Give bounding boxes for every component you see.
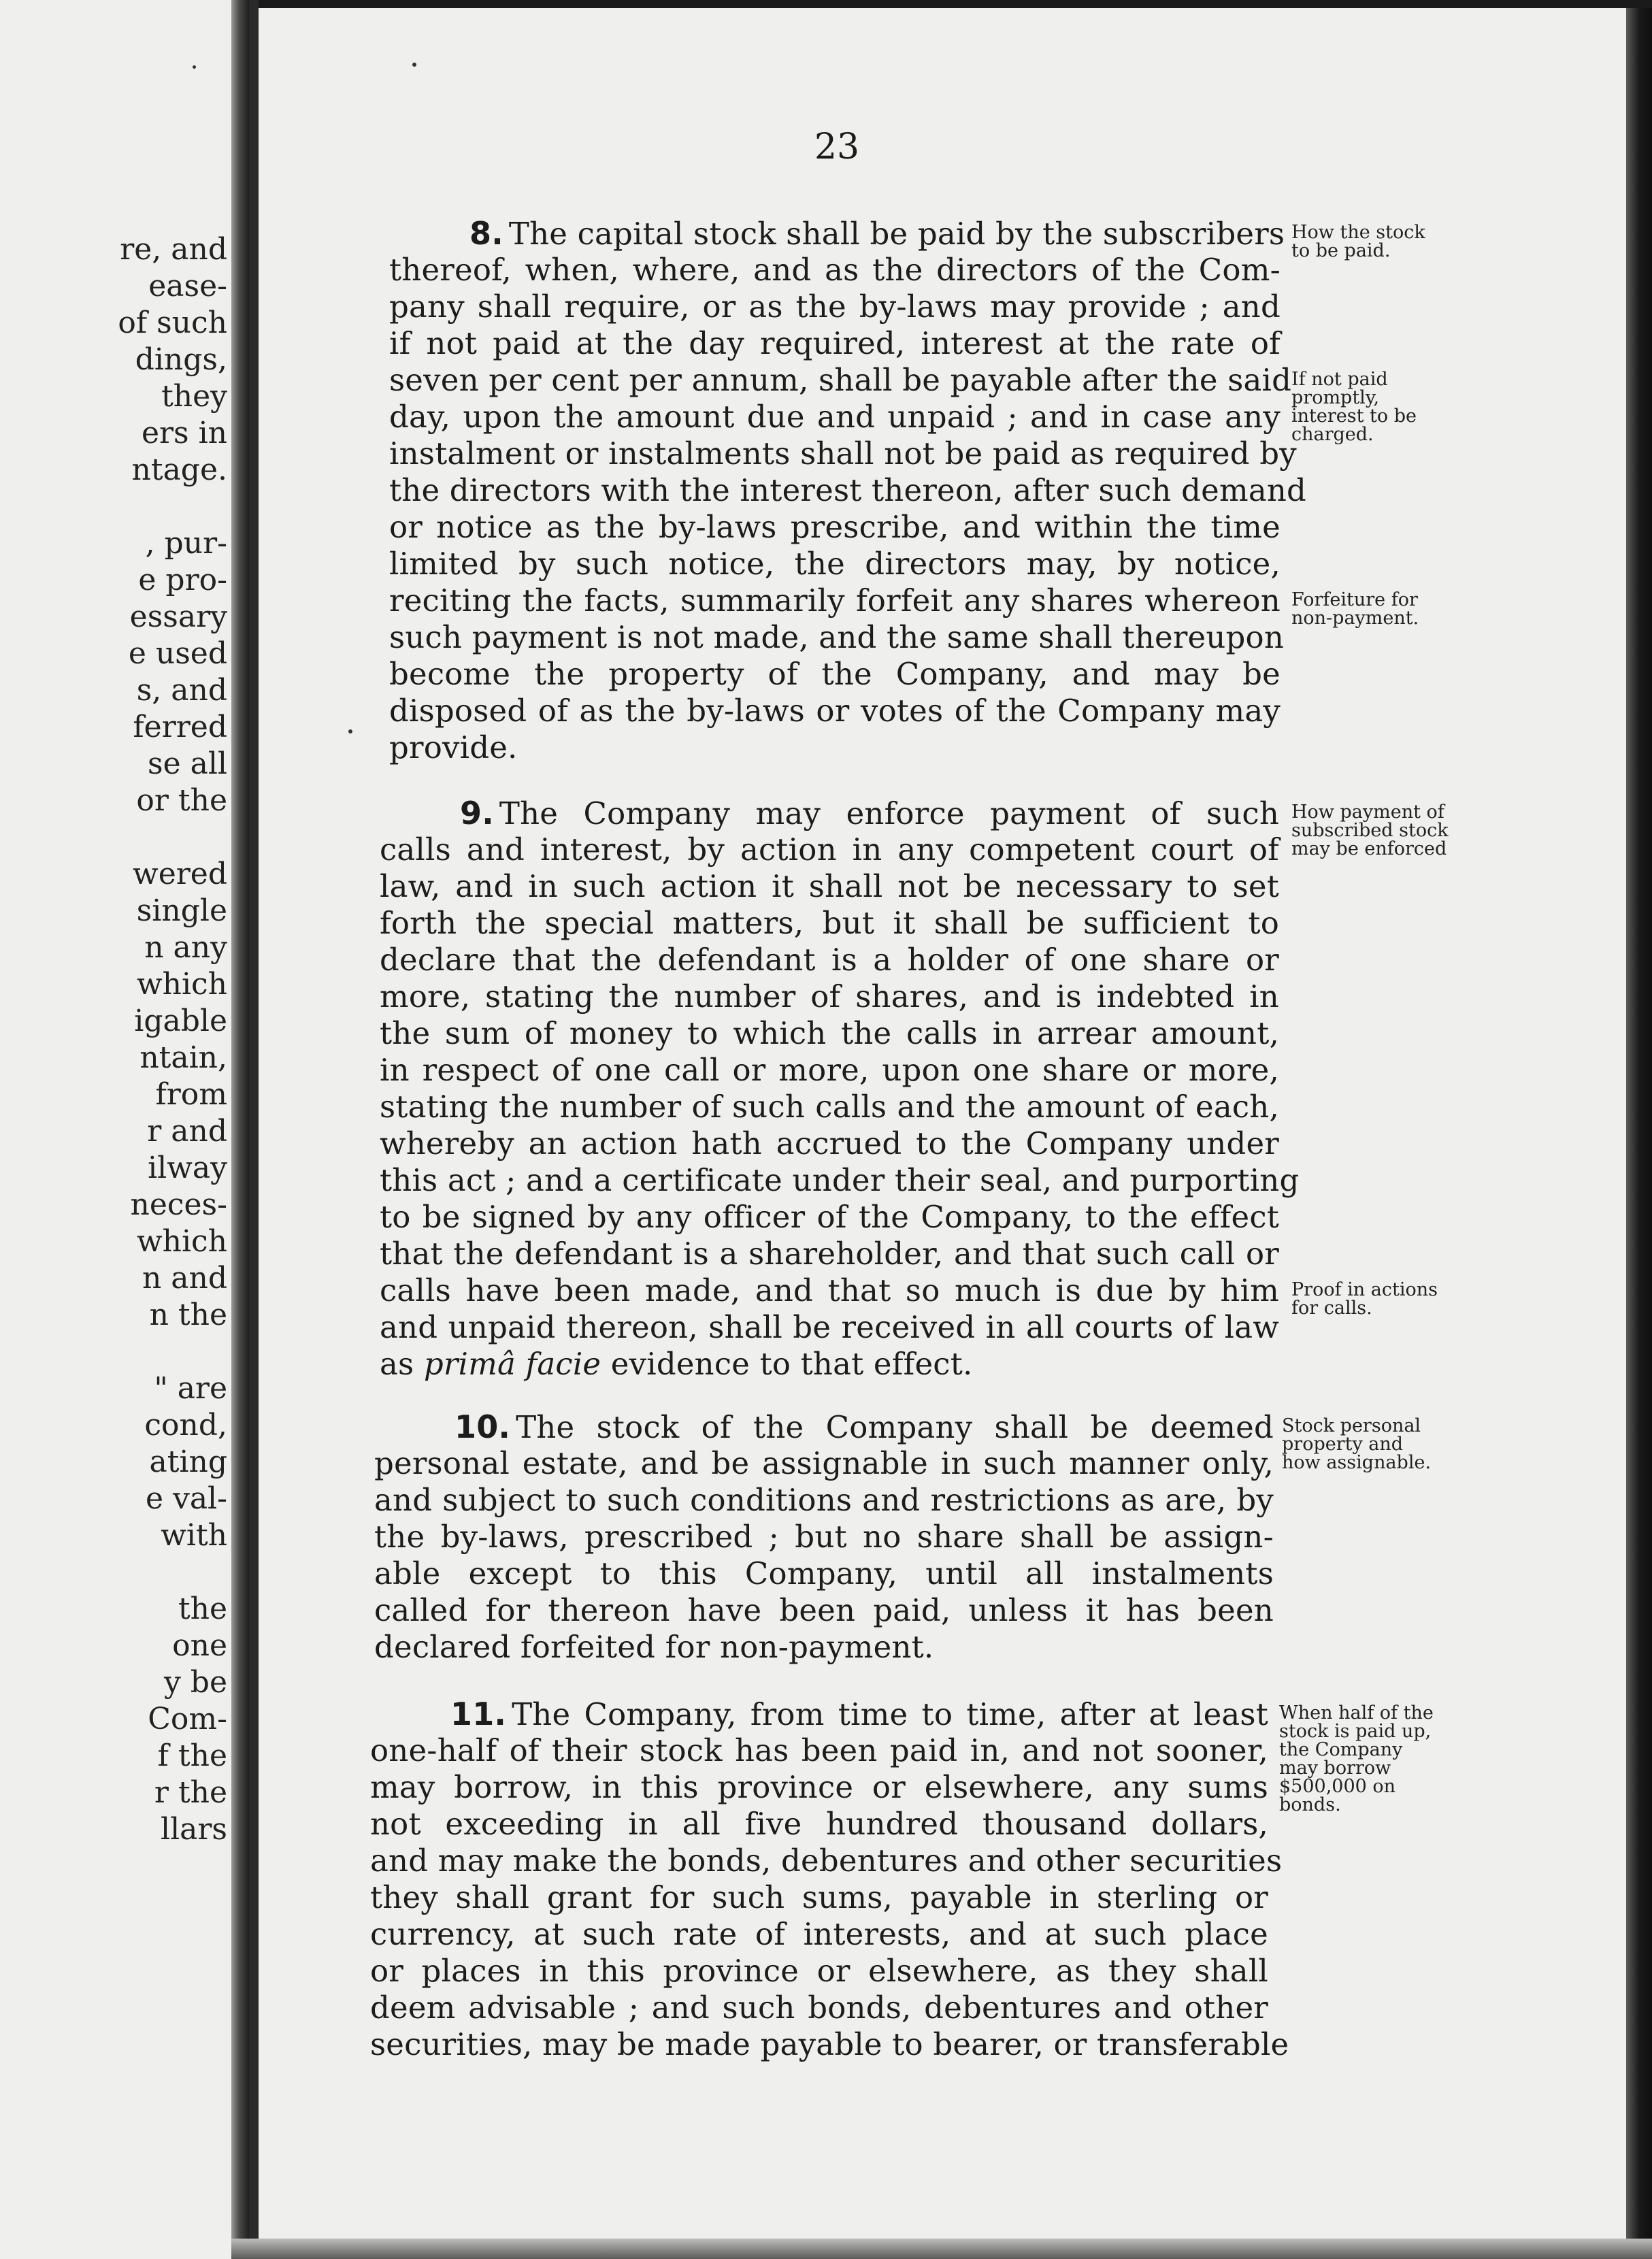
- left-page-fragment: e val-: [145, 1481, 227, 1516]
- left-page-fragment: e used: [128, 636, 227, 671]
- text-line-content: the by-laws, prescribed ; but no share shall be assign-: [374, 1519, 1274, 1555]
- text-line: [380, 868, 1279, 905]
- margin-note-line: property and: [1282, 1434, 1404, 1455]
- text-line-content: The Company may enforce payment of such: [499, 795, 1279, 831]
- section-number: 11.: [450, 1696, 507, 1732]
- text-line: [370, 1732, 1268, 1769]
- text-line: [389, 619, 1285, 656]
- text-line-content: more, stating the number of shares, and is indebted in: [380, 978, 1279, 1015]
- text-line: [380, 1346, 1279, 1383]
- left-page-fragment: ferred: [133, 710, 227, 744]
- left-page-fragment: r and: [147, 1114, 227, 1149]
- text-line: [370, 2026, 1289, 2063]
- left-page-fragment: ilway: [148, 1151, 227, 1185]
- margin-note: [1291, 223, 1425, 260]
- text-line-content: and unpaid thereon, shall be received in all courts of law: [380, 1309, 1279, 1345]
- section-2: [374, 1408, 1274, 1666]
- text-line: [389, 656, 1281, 693]
- text-line-content: the directors with the interest thereon, after such demand: [389, 472, 1307, 508]
- text-line-content: stating the number of such calls and the amount of each,: [380, 1089, 1279, 1125]
- text-line-content: not exceeding in all five hundred thousand dollars,: [370, 1806, 1268, 1842]
- margin-note-line: non-payment.: [1291, 608, 1419, 629]
- left-page-fragment: which: [136, 967, 227, 1002]
- text-line-content: and may make the bonds, debentures and other securities: [370, 1843, 1283, 1879]
- text-line-content: personal estate, and be assignable in such manner only,: [374, 1445, 1274, 1481]
- text-line-content: as primâ facie evidence to that effect.: [380, 1346, 973, 1382]
- margin-note-line: may be enforced: [1291, 838, 1447, 859]
- text-line: [380, 1125, 1279, 1162]
- margin-note: [1291, 370, 1417, 444]
- left-page-fragment: n and: [142, 1261, 227, 1296]
- text-line: [380, 1089, 1279, 1125]
- text-line-content: the sum of money to which the calls in arrear amount,: [380, 1015, 1279, 1051]
- text-line: [389, 582, 1281, 619]
- margin-note: [1279, 1704, 1434, 1814]
- text-line: [389, 252, 1281, 288]
- text-line: [374, 1482, 1274, 1519]
- margin-note-line: charged.: [1291, 424, 1374, 445]
- text-line: [389, 509, 1281, 546]
- text-line-content: currency, at such rate of interests, and at such place: [370, 1916, 1268, 1952]
- text-line: [370, 1843, 1283, 1879]
- left-page-fragment: wered: [133, 857, 227, 891]
- text-line: [380, 942, 1279, 978]
- text-line-content: able except to this Company, until all instalments: [374, 1555, 1274, 1592]
- margin-note-line: interest to be: [1291, 406, 1417, 427]
- text-line: [389, 288, 1281, 325]
- text-line-content: this act ; and a certificate under their seal, and purporting: [380, 1162, 1300, 1198]
- left-page-fragment: ntage.: [131, 452, 227, 487]
- text-line: [374, 1555, 1274, 1592]
- text-line: [370, 1806, 1268, 1843]
- margin-note-line: how assignable.: [1282, 1452, 1432, 1473]
- text-line-content: or places in this province or elsewhere, as they shall: [370, 1953, 1268, 1989]
- text-line: [374, 1629, 1274, 1666]
- paper-speck: [348, 729, 352, 733]
- text-line-content: such payment is not made, and the same shall thereupon: [389, 619, 1285, 655]
- left-page-fragment: s, and: [136, 673, 227, 708]
- text-line-content: whereby an action hath accrued to the Company under: [380, 1125, 1279, 1161]
- text-line: [374, 1445, 1274, 1482]
- paper-speck: [193, 65, 196, 69]
- margin-note-line: promptly,: [1291, 387, 1380, 408]
- left-page-fragment: re, and: [120, 232, 227, 267]
- margin-note-line: subscribed stock: [1291, 820, 1449, 841]
- margin-note-line: to be paid.: [1291, 240, 1391, 261]
- left-page-fragment: igable: [134, 1004, 227, 1038]
- text-line: [370, 1953, 1268, 1990]
- left-page-fragment: ntain,: [139, 1040, 227, 1075]
- left-page-fragment: essary: [129, 599, 227, 634]
- text-line: [374, 1408, 1274, 1445]
- left-page-fragment: single: [136, 893, 227, 928]
- left-facing-page: [0, 0, 231, 2259]
- text-line-content: and subject to such conditions and restrictions as are, by: [374, 1482, 1274, 1518]
- text-line: [389, 546, 1281, 582]
- margin-note-line: How the stock: [1291, 222, 1425, 243]
- text-line: [374, 1592, 1274, 1629]
- text-line-content: one-half of their stock has been paid in, and not sooner,: [370, 1732, 1268, 1768]
- text-line-content: to be signed by any officer of the Company, to the effect: [380, 1199, 1279, 1235]
- margin-note-line: bonds.: [1279, 1794, 1341, 1815]
- section-0: [389, 215, 1307, 766]
- text-line-content: they shall grant for such sums, payable in sterling or: [370, 1879, 1268, 1915]
- text-line-content: securities, may be made payable to bearer, or transferable: [370, 2026, 1289, 2062]
- text-line: [370, 1696, 1268, 1732]
- text-line: [389, 399, 1281, 435]
- italic-phrase: primâ facie: [423, 1346, 601, 1382]
- left-page-fragment: " are: [154, 1371, 227, 1406]
- margin-note: [1282, 1417, 1431, 1472]
- text-line-content: provide.: [389, 729, 518, 765]
- text-line-content: calls and interest, by action in any competent court of: [380, 831, 1279, 868]
- text-line: [389, 693, 1281, 729]
- text-line-content: The stock of the Company shall be deemed: [516, 1409, 1274, 1445]
- text-line: [389, 215, 1285, 252]
- text-line-content: or notice as the by-laws prescribe, and within the time: [389, 509, 1281, 545]
- text-line: [380, 1199, 1279, 1236]
- margin-note-line: may borrow: [1279, 1758, 1391, 1779]
- left-page-fragment: llars: [161, 1812, 227, 1847]
- margin-note-line: the Company: [1279, 1739, 1403, 1760]
- left-page-fragment: Com-: [148, 1702, 227, 1736]
- page-number: 23: [814, 127, 860, 167]
- margin-note-line: If not paid: [1291, 369, 1388, 390]
- text-line: [389, 362, 1292, 399]
- text-line-content: The Company, from time to time, after at least: [512, 1696, 1268, 1732]
- text-line: [380, 1162, 1300, 1199]
- left-page-fragment: ers in: [141, 416, 227, 450]
- left-page-fragment: neces-: [130, 1187, 227, 1222]
- book-gutter: [249, 0, 259, 2259]
- text-line-content: limited by such notice, the directors may, by notice,: [389, 546, 1281, 582]
- text-line: [389, 435, 1297, 472]
- text-line: [380, 795, 1279, 831]
- paper-speck: [412, 63, 416, 67]
- text-line-content: day, upon the amount due and unpaid ; and in case any: [389, 399, 1281, 435]
- section-number: 9.: [460, 795, 494, 831]
- section-1: [380, 795, 1300, 1383]
- right-page-edge: [1626, 0, 1652, 2259]
- margin-note: [1291, 803, 1449, 858]
- text-line-content: that the defendant is a shareholder, and that such call or: [380, 1236, 1279, 1272]
- margin-note-line: $500,000 on: [1279, 1776, 1396, 1797]
- text-line-content: declared forfeited for non-payment.: [374, 1629, 934, 1665]
- text-line: [370, 1916, 1268, 1953]
- text-line: [380, 978, 1279, 1015]
- margin-note-line: Forfeiture for: [1291, 589, 1418, 610]
- left-page-fragment: y be: [163, 1665, 227, 1700]
- text-line: [370, 1990, 1268, 2026]
- left-page-fragment: from: [155, 1077, 227, 1112]
- left-page-fragment: of such: [118, 306, 227, 340]
- left-page-fragment: which: [136, 1224, 227, 1259]
- text-line-content: forth the special matters, but it shall be sufficient to: [380, 905, 1279, 941]
- text-line: [370, 1769, 1268, 1806]
- left-page-fragment: se all: [148, 746, 227, 781]
- text-line-content: reciting the facts, summarily forfeit any shares whereon: [389, 582, 1281, 619]
- text-line: [370, 1879, 1268, 1916]
- left-page-fragment: ating: [149, 1445, 227, 1479]
- left-page-fragment: , pur-: [145, 526, 227, 561]
- text-line: [389, 729, 1281, 766]
- margin-note: [1291, 1281, 1438, 1317]
- top-page-edge: [259, 0, 1652, 8]
- section-number: 8.: [469, 215, 503, 252]
- section-3: [370, 1696, 1289, 2063]
- text-line-content: pany shall require, or as the by-laws may provide ; and: [389, 288, 1281, 325]
- left-page-fragment: the: [178, 1592, 227, 1626]
- text-line: [380, 1052, 1279, 1089]
- left-page-fragment: cond,: [144, 1408, 227, 1442]
- margin-note-line: When half of the: [1279, 1702, 1434, 1724]
- text-line-content: in respect of one call or more, upon one share or more,: [380, 1052, 1279, 1088]
- left-page-fragment: r the: [154, 1775, 227, 1810]
- text-line-content: if not paid at the day required, interest at the rate of: [389, 325, 1281, 361]
- left-page-fragment: e pro-: [138, 563, 227, 597]
- text-line-content: may borrow, in this province or elsewhere, any sums: [370, 1769, 1268, 1805]
- text-line: [389, 325, 1281, 362]
- text-line: [380, 905, 1279, 942]
- text-line: [380, 1272, 1279, 1309]
- left-page-fragment: dings,: [135, 342, 227, 377]
- margin-note: [1291, 591, 1419, 627]
- section-number: 10.: [455, 1408, 511, 1445]
- left-page-fragment: one: [172, 1628, 227, 1663]
- text-line: [380, 1309, 1279, 1346]
- text-line: [374, 1519, 1274, 1555]
- margin-note-line: Proof in actions: [1291, 1279, 1438, 1300]
- left-page-fragment: with: [161, 1518, 227, 1553]
- text-line-content: The capital stock shall be paid by the subscribers: [508, 216, 1285, 252]
- margin-note-line: How payment of: [1291, 802, 1444, 823]
- text-line-content: instalment or instalments shall not be paid as required by: [389, 435, 1297, 472]
- text-line: [380, 831, 1279, 868]
- left-page-fragment: f the: [157, 1738, 227, 1773]
- text-line: [389, 472, 1307, 509]
- text-line-content: become the property of the Company, and may be: [389, 656, 1281, 692]
- text-line-content: deem advisable ; and such bonds, debentures and other: [370, 1990, 1268, 2026]
- text-line-content: calls have been made, and that so much is due by him: [380, 1272, 1279, 1308]
- left-page-fragment: or the: [136, 783, 227, 818]
- text-line-content: declare that the defendant is a holder of one share or: [380, 942, 1279, 978]
- margin-note-line: Stock personal: [1282, 1415, 1421, 1436]
- margin-note-line: for calls.: [1291, 1298, 1372, 1319]
- text-line: [380, 1015, 1279, 1052]
- left-page-fragment: n the: [149, 1298, 227, 1332]
- text-line-content: disposed of as the by-laws or votes of the Company may: [389, 693, 1281, 729]
- text-line-content: seven per cent per annum, shall be payable after the said: [389, 362, 1292, 398]
- left-page-fragment: they: [161, 379, 227, 414]
- text-line: [380, 1236, 1279, 1272]
- text-line-content: called for thereon have been paid, unless it has been: [374, 1592, 1274, 1628]
- text-line-content: thereof, when, where, and as the directors of the Com-: [389, 252, 1281, 288]
- spine-shadow: [231, 0, 249, 2259]
- margin-note-line: stock is paid up,: [1279, 1721, 1432, 1742]
- bottom-page-edge: [231, 2239, 1652, 2259]
- text-line-content: law, and in such action it shall not be necessary to set: [380, 868, 1279, 904]
- left-page-fragment: ease-: [148, 269, 227, 303]
- left-page-fragment: n any: [144, 930, 227, 965]
